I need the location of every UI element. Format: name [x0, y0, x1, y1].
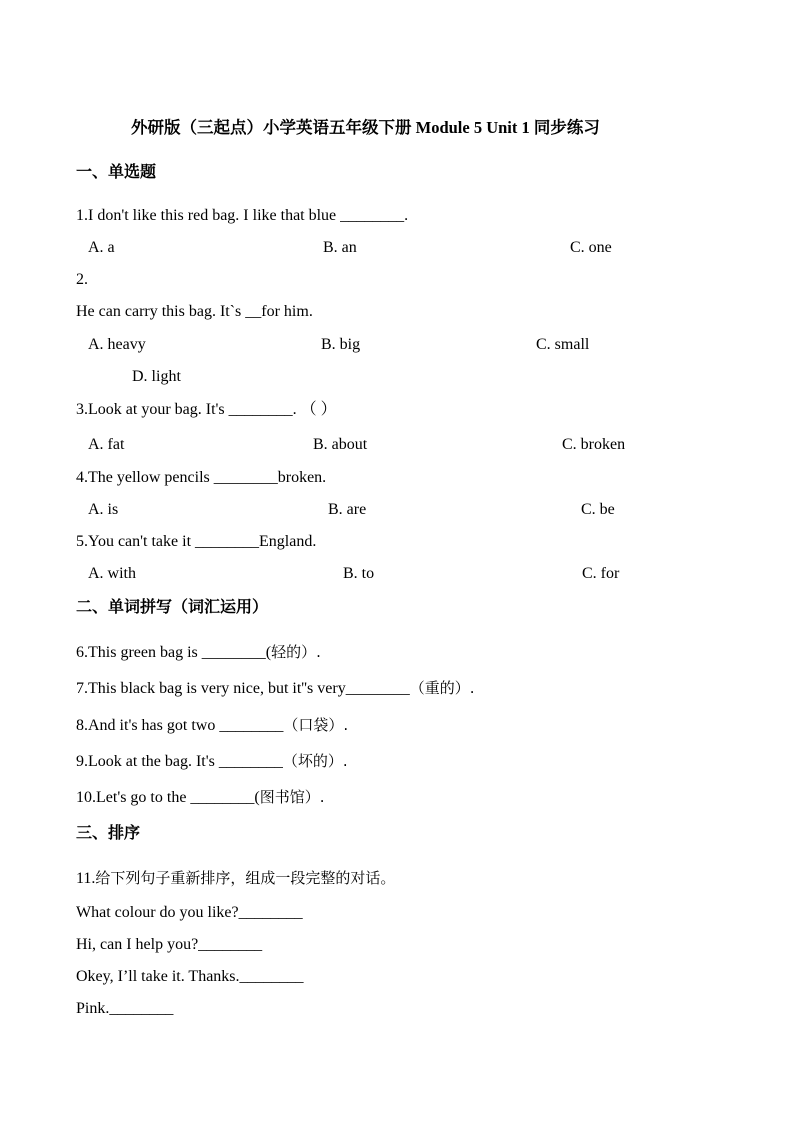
question-6-text: 6.This green bag is ________(	[76, 644, 272, 661]
dialogue-line: Okey, I’ll take it. Thanks.________	[76, 968, 304, 985]
question-8-text: 8.And it's has got two ________	[76, 717, 284, 734]
question-3-option-a: A. fat	[88, 436, 125, 453]
dialogue-line: Hi, can I help you?________	[76, 936, 263, 953]
question-7	[76, 678, 474, 699]
question-8-hint: （口袋）.	[283, 716, 349, 734]
question-5-option-a: A. with	[88, 565, 136, 582]
question-2-option-d: D. light	[132, 368, 181, 385]
question-8	[76, 715, 348, 736]
question-1-option-b: B. an	[323, 239, 357, 256]
section-heading-single-choice: 一、单选题	[76, 162, 157, 181]
section-heading-ordering: 三、排序	[76, 823, 141, 842]
question-11-number: 11.	[76, 870, 96, 887]
question-1-option-c: C. one	[570, 239, 612, 256]
question-2-option-c: C. small	[536, 336, 590, 353]
question-11-instruction-text: 给下列句子重新排序，组成一段完整的对话。	[95, 869, 396, 887]
question-4-option-c: C. be	[581, 501, 615, 518]
section-heading-spelling: 二、单词拼写（词汇运用）	[76, 597, 269, 616]
question-5-stem: 5.You can't take it ________England.	[76, 533, 317, 550]
question-9-hint: （坏的）.	[282, 752, 348, 770]
question-9-text: 9.Look at the bag. It's ________	[76, 753, 283, 770]
question-3-option-c: C. broken	[562, 436, 626, 453]
page-title: 外研版（三起点）小学英语五年级下册 Module 5 Unit 1 同步练习	[131, 118, 600, 137]
question-6	[76, 642, 321, 663]
question-11-instruction	[76, 868, 395, 889]
question-3-option-b: B. about	[313, 436, 368, 453]
question-2-option-a: A. heavy	[88, 336, 146, 353]
question-7-text: 7.This black bag is very nice, but it''s very________	[76, 680, 410, 697]
question-4-option-b: B. are	[328, 501, 367, 518]
question-4-stem: 4.The yellow pencils ________broken.	[76, 469, 327, 486]
dialogue-line: What colour do you like?________	[76, 904, 303, 921]
dialogue-line: Pink.________	[76, 1000, 174, 1017]
question-6-hint: 轻的）.	[271, 643, 321, 661]
question-2-stem: He can carry this bag. It`s __for him.	[76, 303, 313, 320]
question-2-option-b: B. big	[321, 336, 361, 353]
question-10-hint: 图书馆）.	[259, 788, 325, 806]
question-1-option-a: A. a	[88, 239, 115, 256]
question-5-option-b: B. to	[343, 565, 375, 582]
question-3-stem: 3.Look at your bag. It's ________. （ ）	[76, 401, 337, 418]
question-4-option-a: A. is	[88, 501, 119, 518]
question-9	[76, 751, 348, 772]
question-5-option-c: C. for	[582, 565, 620, 582]
question-2-number: 2.	[76, 271, 88, 288]
question-7-hint: （重的）.	[409, 679, 475, 697]
question-10-text: 10.Let's go to the ________(	[76, 789, 260, 806]
question-10	[76, 787, 325, 808]
question-1-stem: 1.I don't like this red bag. I like that blue ________.	[76, 207, 409, 224]
